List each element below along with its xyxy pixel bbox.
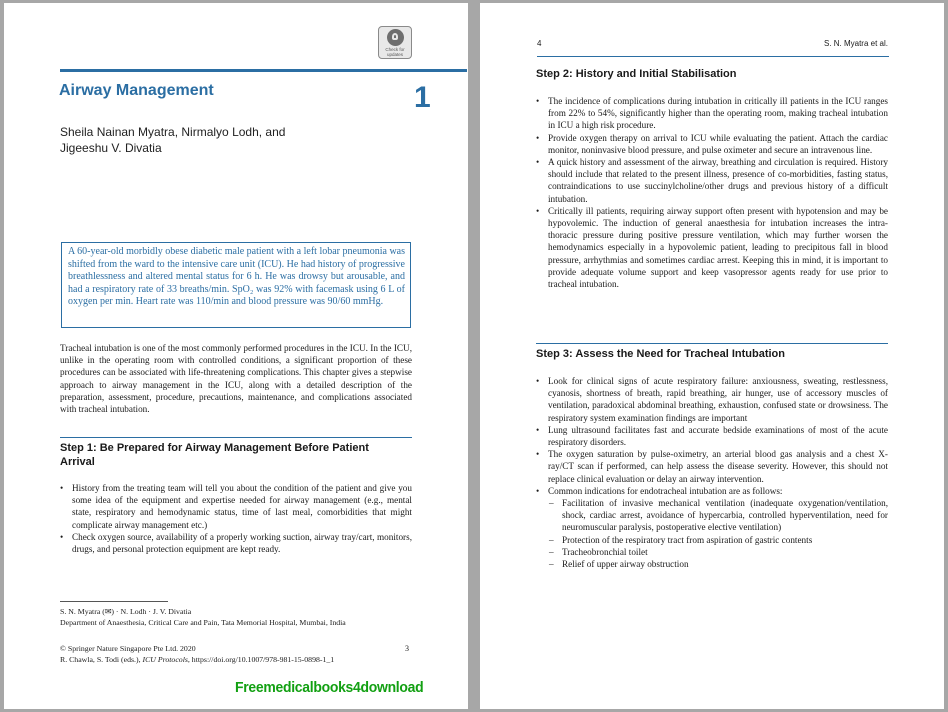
list-item: • Check oxygen source, availability of a properly working suction, airway tray/cart, monitors, drugs, and personal protection equipment are kept ready.	[60, 531, 412, 555]
chapter-number: 1	[414, 81, 431, 114]
page-4	[480, 3, 944, 709]
bookmark-icon	[387, 29, 404, 46]
list-item: • Look for clinical signs of acute respiratory failure: anxiousness, sweating, restlessness, cyanosis, shortness of breath, rapid breathing, air hunger, use of accessory muscles of ventilation, paradoxical abdominal breathing, exhaustion, confused state or drowsiness. The respiratory system examination findings are important	[536, 375, 888, 424]
citation-book-title: ICU Protocols	[142, 655, 188, 664]
step1-heading: Step 1: Be Prepared for Airway Management Before Patient Arrival	[60, 442, 369, 468]
chapter-top-rule	[60, 69, 467, 72]
page-number: 3	[405, 644, 409, 653]
list-item: • A quick history and assessment of the airway, breathing and circulation is required. History should include that related to the present illness, presence of co-morbidities, fasting status, contraindications to use succinylcholine/other drugs and previous history of a difficult intubation.	[536, 156, 888, 205]
list-item: • History from the treating team will tell you about the condition of the patient and give you some idea of the equipment and expertise needed for airway management (e.g., mental state, respiratory and hemodynamic status, time of last meal, comorbidities that might complicate airway management etc.)	[60, 482, 412, 531]
step1-list	[60, 482, 412, 555]
check-for-updates-text: Check for updates	[385, 47, 405, 57]
footnote-rule	[60, 601, 168, 602]
citation-doi-link[interactable]: , https://doi.org/10.1007/978-981-15-0898-1_1	[187, 655, 335, 664]
watermark-text: Freemedicalbooks4download	[235, 679, 424, 696]
list-item-text: Common indications for endotracheal intubation are as follows:	[548, 485, 783, 496]
footnote-affiliation: Department of Anaesthesia, Critical Care and Pain, Tata Memorial Hospital, Mumbai, India	[60, 618, 346, 627]
step3-rule	[536, 343, 888, 344]
list-item: • The oxygen saturation by pulse-oximetry, an arterial blood gas analysis and a chest X-ray/CT scan if performed, can help assess the disease severity. However, this should not replace clinical evaluation or delay an airway intervention.	[536, 448, 888, 485]
chapter-title: Airway Management	[59, 82, 214, 99]
page-3	[4, 3, 468, 709]
sublist-item: – Relief of upper airway obstruction	[548, 558, 888, 570]
step1-rule	[60, 437, 412, 438]
list-item: • Critically ill patients, requiring airway support often present with hypotension and may be hypovolemic. The induction of general anaesthesia for intubation increases the intra-thoracic pressure during positive pressure ventilation, which may further worsen the hemodynamics especially in a hypovolemic patient, leading to precipitous fall in blood pressure, arrhythmias and sometimes cardiac arrest. Keeping this in mind, it is important to provide adequate volume support and keep vasopressor agents ready for use prior to tracheal intubation.	[536, 205, 888, 290]
indications-sublist	[548, 497, 888, 570]
sublist-item: – Tracheobronchial toilet	[548, 546, 888, 558]
step2-heading: Step 2: History and Initial Stabilisation	[536, 68, 737, 80]
citation-line	[60, 655, 334, 665]
step3-heading: Step 3: Assess the Need for Tracheal Intubation	[536, 348, 785, 360]
list-item	[536, 485, 888, 570]
footnote-authors: S. N. Myatra (✉) · N. Lodh · J. V. Divatia	[60, 607, 192, 616]
copyright-line: © Springer Nature Singapore Pte Ltd. 2020	[60, 644, 196, 653]
page-number: 4	[537, 39, 542, 48]
case-scenario-box	[61, 242, 411, 328]
sublist-item: – Protection of the respiratory tract from aspiration of gastric contents	[548, 534, 888, 546]
check-for-updates-badge[interactable]	[378, 26, 412, 59]
chapter-authors: Sheila Nainan Myatra, Nirmalyo Lodh, and Jigeeshu V. Divatia	[60, 125, 286, 155]
header-rule	[537, 56, 889, 57]
citation-editors: R. Chawla, S. Todi (eds.),	[60, 655, 143, 664]
list-item: • Lung ultrasound facilitates fast and accurate bedside examinations of most of the acute respiratory disorders.	[536, 424, 888, 448]
sublist-item: – Facilitation of invasive mechanical ventilation (inadequate oxygenation/ventilation, shock, cardiac arrest, avoidance of hypercarbia, controlled hyperventilation, need for neuromuscular paralysis, postoperative elective ventilation)	[548, 497, 888, 534]
list-item: • The incidence of complications during intubation in critically ill patients in the ICU ranges from 22% to 54%, significantly higher than the operating room, making tracheal intubation in ICU a high risk procedure.	[536, 95, 888, 132]
list-item: • Provide oxygen therapy on arrival to ICU while evaluating the patient. Attach the cardiac monitor, noninvasive blood pressure, and pulse oximeter and secure an intravenous line.	[536, 132, 888, 156]
running-head: S. N. Myatra et al.	[823, 39, 888, 48]
case-scenario-text: A 60-year-old morbidly obese diabetic male patient with a left lobar pneumonia was shifted from the ward to the intensive care unit (ICU). He had history of progressive breathlessness and altered mental status for 6 h. He was drowsy but arousable, and had a respiratory rate of 33 breaths/min. SpO₂ was 92% with facemask using 6 L of oxygen per min. Heart rate was 110/min and blood pressure was 90/60 mmHg.	[68, 246, 405, 308]
step2-list	[536, 95, 888, 290]
step3-list	[536, 375, 888, 570]
intro-paragraph: Tracheal intubation is one of the most commonly performed procedures in the ICU. In the ICU, unlike in the operating room with controlled conditions, a significant proportion of these procedures can be associated with life-threatening complications. This chapter gives a stepwise approach to airway management in the ICU, along with a detailed description of the preparation, assessment, procedure, precautions, maintenance, and complications associated with tracheal intubation.	[60, 343, 412, 415]
